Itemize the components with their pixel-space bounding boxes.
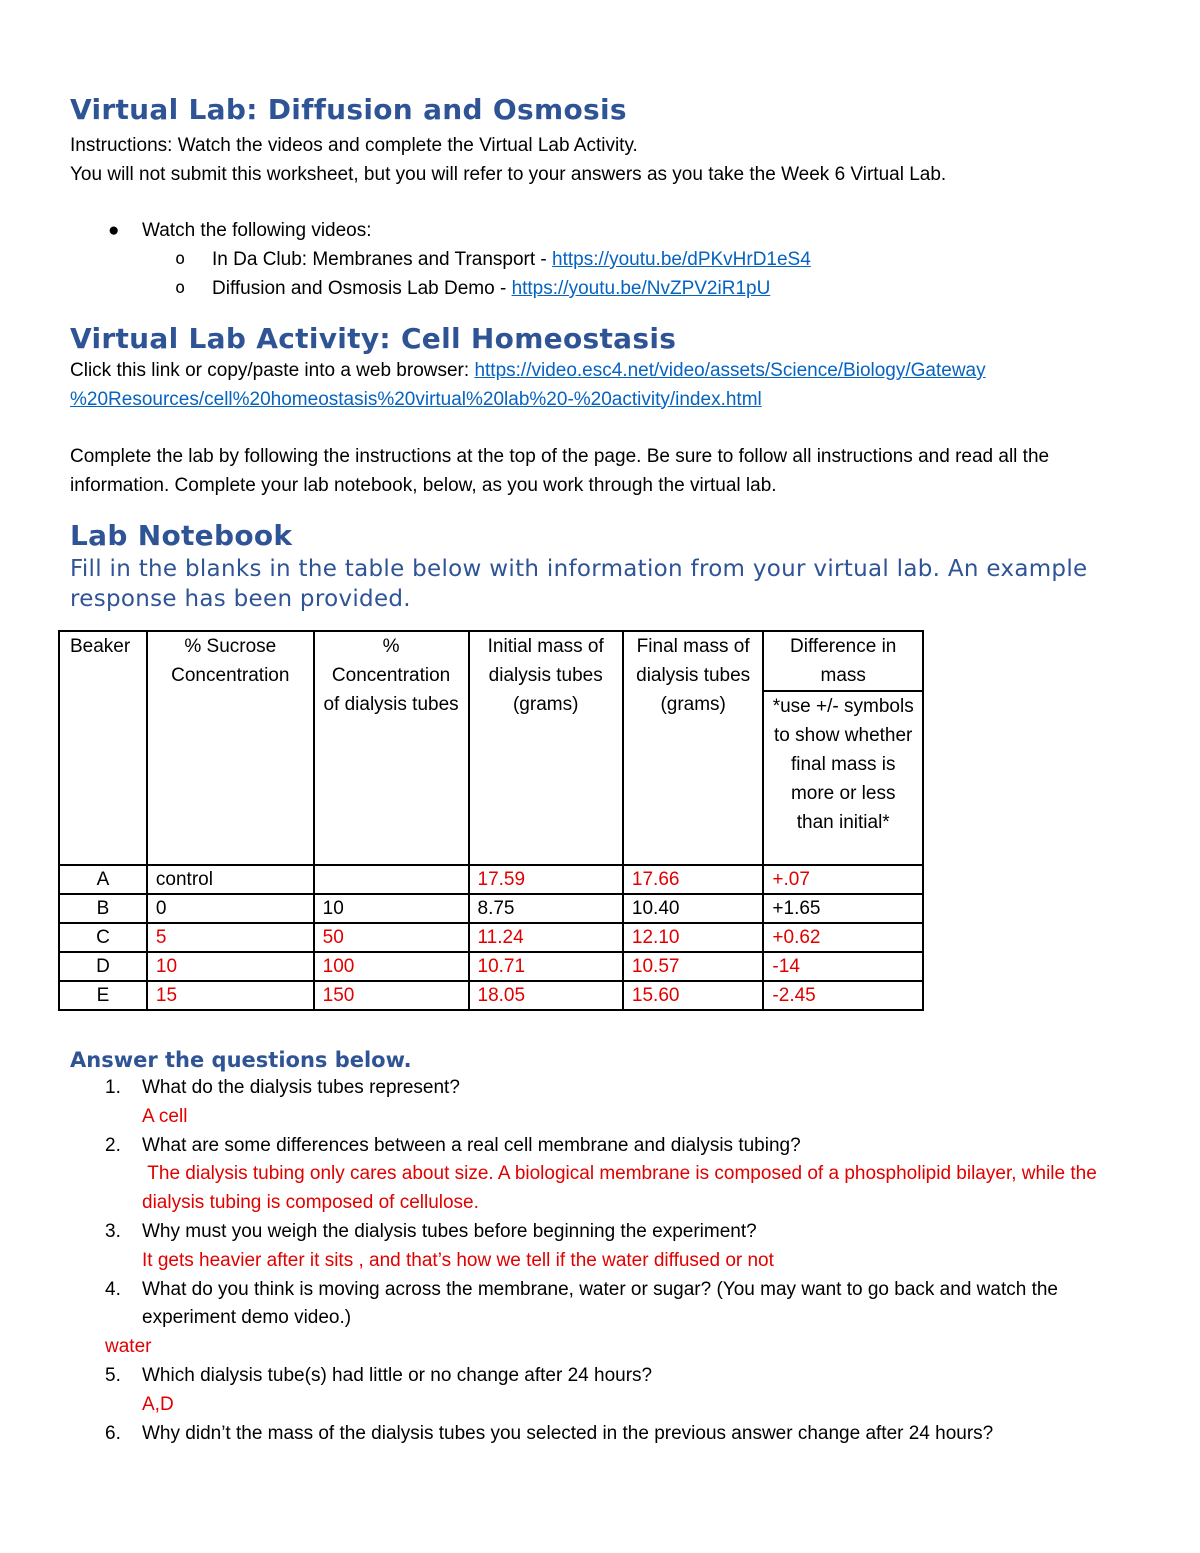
cell-initial-mass: 8.75 — [469, 894, 623, 923]
cell-concentration: 10 — [314, 894, 469, 923]
question-text: Which dialysis tube(s) had little or no change after 24 hours? — [142, 1364, 653, 1386]
activity-instructions: Complete the lab by following the instructions at the top of the page. Be sure to follow all instructions and read all the information. Complete your lab notebook, below, as you work through the virtual lab. — [70, 446, 1050, 496]
video-link-lab-demo[interactable]: https://youtu.be/NvZPV2iR1pU — [511, 278, 771, 299]
video-link-membranes[interactable]: https://youtu.be/dPKvHrD1eS4 — [552, 249, 811, 270]
question-number: 4. — [105, 1278, 121, 1300]
answer-text: A,D — [142, 1393, 174, 1415]
cell-concentration: 100 — [314, 952, 469, 981]
header-sucrose: % Sucrose Concentration — [147, 631, 314, 865]
notebook-title: Lab Notebook — [70, 519, 293, 552]
header-difference-note: *use +/- symbols to show whether final mass is more or less than initial* — [763, 691, 923, 865]
table-row — [59, 981, 923, 1010]
video-list-label: Watch the following videos: — [142, 220, 372, 241]
cell-sucrose: 0 — [147, 894, 314, 923]
answer-text: water — [105, 1336, 152, 1358]
table-row — [59, 923, 923, 952]
cell-difference: -2.45 — [763, 981, 923, 1010]
question-number: 6. — [105, 1422, 121, 1444]
cell-final-mass: 17.66 — [623, 865, 764, 894]
cell-beaker: C — [59, 923, 147, 952]
question-list — [70, 1074, 1140, 1448]
cell-concentration — [314, 865, 469, 894]
question-item — [70, 1074, 1140, 1132]
video-item — [70, 274, 1140, 303]
video-item-label: Diffusion and Osmosis Lab Demo - — [212, 278, 512, 299]
video-item — [70, 245, 1140, 274]
cell-difference: +1.65 — [763, 894, 923, 923]
results-table — [58, 630, 924, 1011]
question-text: Why must you weigh the dialysis tubes before beginning the experiment? — [142, 1220, 757, 1242]
questions-title: Answer the questions below. — [70, 1048, 412, 1072]
cell-final-mass: 10.57 — [623, 952, 764, 981]
video-list-bullet — [70, 216, 1140, 245]
question-text: What are some differences between a real cell membrane and dialysis tubing? — [142, 1134, 801, 1156]
worksheet-page — [70, 92, 1140, 614]
submission-note: You will not submit this worksheet, but you will refer to your answers as you take the Week 6 Virtual Lab. — [70, 163, 947, 185]
cell-initial-mass: 18.05 — [469, 981, 623, 1010]
question-item — [70, 1420, 1140, 1449]
question-number: 1. — [105, 1077, 121, 1098]
cell-beaker: E — [59, 981, 147, 1010]
cell-difference: +0.62 — [763, 923, 923, 952]
header-difference: Difference in mass — [763, 631, 923, 691]
video-item-label: In Da Club: Membranes and Transport - — [212, 249, 553, 270]
cell-beaker: A — [59, 865, 147, 894]
activity-link-paragraph — [70, 357, 1140, 414]
question-item — [70, 1276, 1140, 1362]
cell-sucrose: 5 — [147, 923, 314, 952]
activity-link-prefix: Click this link or copy/paste into a web browser: — [70, 360, 475, 381]
question-number: 5. — [105, 1364, 121, 1386]
answer-text: It gets heavier after it sits , and that’s how we tell if the water diffused or not — [142, 1249, 774, 1271]
questions-section — [70, 1046, 1140, 1448]
activity-link-part1[interactable]: https://video.esc4.net/video/assets/Science/Biology/Gateway — [474, 360, 986, 381]
cell-beaker: B — [59, 894, 147, 923]
question-text: Why didn’t the mass of the dialysis tubes you selected in the previous answer change after 24 hours? — [142, 1422, 994, 1444]
cell-initial-mass: 17.59 — [469, 865, 623, 894]
cell-sucrose: 15 — [147, 981, 314, 1010]
header-initial-mass: Initial mass of dialysis tubes (grams) — [469, 631, 623, 865]
bullet-icon: ● — [108, 220, 120, 241]
cell-final-mass: 15.60 — [623, 981, 764, 1010]
cell-initial-mass: 10.71 — [469, 952, 623, 981]
cell-concentration: 50 — [314, 923, 469, 952]
header-concentration: % Concentration of dialysis tubes — [314, 631, 469, 865]
header-final-mass: Final mass of dialysis tubes (grams) — [623, 631, 764, 865]
table-header-row — [59, 631, 923, 691]
cell-difference: +.07 — [763, 865, 923, 894]
question-item — [70, 1132, 1140, 1218]
question-number: 2. — [105, 1134, 121, 1156]
cell-final-mass: 12.10 — [623, 923, 764, 952]
cell-difference: -14 — [763, 952, 923, 981]
activity-title: Virtual Lab Activity: Cell Homeostasis — [70, 322, 677, 355]
instructions-text: Instructions: Watch the videos and complete the Virtual Lab Activity. — [70, 135, 638, 156]
circle-bullet-icon: o — [175, 249, 186, 269]
question-text: What do you think is moving across the membrane, water or sugar? (You may want to go back and watch the experiment demo video.) — [142, 1278, 1058, 1329]
header-beaker: Beaker — [59, 631, 147, 865]
answer-text: The dialysis tubing only cares about size. A biological membrane is composed of a phospholipid bilayer, while the dialysis tubing is composed of cellulose. — [142, 1163, 1103, 1214]
cell-beaker: D — [59, 952, 147, 981]
notebook-subtitle: Fill in the blanks in the table below with information from your virtual lab. An example response has been provided. — [70, 556, 1088, 612]
table-row — [59, 865, 923, 894]
question-item — [70, 1218, 1140, 1276]
activity-link-part2[interactable]: %20Resources/cell%20homeostasis%20virtual%20lab%20-%20activity/index.html — [70, 388, 762, 410]
question-item — [70, 1362, 1140, 1420]
cell-initial-mass: 11.24 — [469, 923, 623, 952]
table-row — [59, 952, 923, 981]
question-number: 3. — [105, 1220, 121, 1242]
page-title: Virtual Lab: Diffusion and Osmosis — [70, 93, 627, 126]
answer-text: A cell — [142, 1105, 188, 1127]
question-text: What do the dialysis tubes represent? — [142, 1077, 460, 1098]
video-list — [70, 216, 1140, 303]
cell-sucrose: control — [147, 865, 314, 894]
table-row — [59, 894, 923, 923]
cell-final-mass: 10.40 — [623, 894, 764, 923]
cell-concentration: 150 — [314, 981, 469, 1010]
cell-sucrose: 10 — [147, 952, 314, 981]
circle-bullet-icon: o — [175, 278, 186, 298]
